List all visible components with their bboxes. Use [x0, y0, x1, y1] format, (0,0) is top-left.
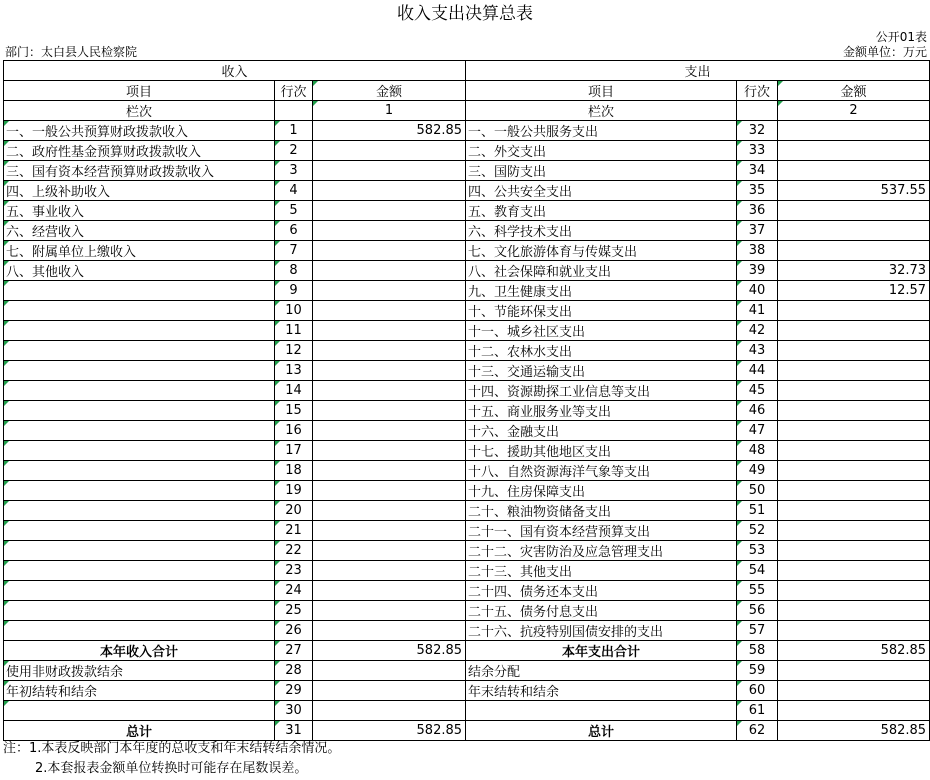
income-line-no: 19	[275, 481, 313, 501]
income-amount	[313, 181, 466, 201]
expense-item: 十八、自然资源海洋气象等支出	[466, 461, 737, 481]
income-amount	[313, 621, 466, 641]
expense-item: 五、教育支出	[466, 201, 737, 221]
expense-total-row-label: 总计	[466, 721, 737, 741]
table-row	[4, 381, 930, 401]
income-amount	[313, 581, 466, 601]
notes	[3, 739, 929, 779]
expense-line-no: 53	[737, 541, 778, 561]
expense-line-no: 40	[737, 281, 778, 301]
income-amount	[313, 541, 466, 561]
income-item	[4, 461, 275, 481]
income-item	[4, 401, 275, 421]
expense-item	[466, 701, 737, 721]
income-total-row-label: 总计	[4, 721, 275, 741]
income-amount	[313, 661, 466, 681]
income-subtotal-row-label: 本年收入合计	[4, 641, 275, 661]
expense-amount	[778, 301, 930, 321]
report-table	[3, 60, 930, 741]
report-title: 收入支出决算总表	[397, 4, 533, 24]
expense-line-no: 39	[737, 261, 778, 281]
income-item	[4, 481, 275, 501]
income-line-no: 23	[275, 561, 313, 581]
note-2: 2.本套报表金额单位转换时可能存在尾数误差。	[35, 761, 308, 776]
income-amount	[313, 261, 466, 281]
income-item	[4, 361, 275, 381]
note-1: 注：1.本表反映部门本年度的总收支和年末结转结余情况。	[3, 741, 341, 756]
expense-amount	[778, 421, 930, 441]
table-row	[4, 221, 930, 241]
income-line-no: 29	[275, 681, 313, 701]
income-amount	[313, 461, 466, 481]
expense-item: 十五、商业服务业等支出	[466, 401, 737, 421]
table-row	[4, 701, 930, 721]
table-row	[4, 181, 930, 201]
table-row	[4, 361, 930, 381]
income-line-no: 21	[275, 521, 313, 541]
expense-item: 四、公共安全支出	[466, 181, 737, 201]
income-item	[4, 321, 275, 341]
expense-line-no: 36	[737, 201, 778, 221]
expense-line-no: 54	[737, 561, 778, 581]
table-row	[4, 341, 930, 361]
income-item	[4, 421, 275, 441]
expense-line-no: 41	[737, 301, 778, 321]
income-item	[4, 501, 275, 521]
expense-amount	[778, 121, 930, 141]
expense-line-no: 59	[737, 661, 778, 681]
income-item-header: 项目	[4, 81, 275, 101]
expense-line-no: 55	[737, 581, 778, 601]
expense-item: 二十一、国有资本经营预算支出	[466, 521, 737, 541]
income-item: 四、上级补助收入	[4, 181, 275, 201]
expense-item: 二十二、灾害防治及应急管理支出	[466, 541, 737, 561]
income-line-no: 4	[275, 181, 313, 201]
column-header-row	[4, 81, 930, 101]
expense-amount	[778, 481, 930, 501]
expense-line-no: 47	[737, 421, 778, 441]
income-amount	[313, 481, 466, 501]
expense-item: 二十四、债务还本支出	[466, 581, 737, 601]
income-line-no: 15	[275, 401, 313, 421]
expense-line-no: 37	[737, 221, 778, 241]
table-row	[4, 601, 930, 621]
table-row	[4, 541, 930, 561]
expense-line-no: 50	[737, 481, 778, 501]
table-row	[4, 461, 930, 481]
income-item: 六、经营收入	[4, 221, 275, 241]
expense-line-no: 52	[737, 521, 778, 541]
expense-item: 三、国防支出	[466, 161, 737, 181]
income-line-no: 8	[275, 261, 313, 281]
expense-amount	[778, 581, 930, 601]
income-line-no: 20	[275, 501, 313, 521]
expense-total-row-amount: 582.85	[778, 721, 930, 741]
expense-line-no: 32	[737, 121, 778, 141]
expense-amount	[778, 201, 930, 221]
income-line-no: 6	[275, 221, 313, 241]
income-line-no: 11	[275, 321, 313, 341]
income-amount	[313, 521, 466, 541]
expense-line-no: 45	[737, 381, 778, 401]
income-amount	[313, 201, 466, 221]
income-total-row-line: 31	[275, 721, 313, 741]
table-row	[4, 501, 930, 521]
expense-line-no: 33	[737, 141, 778, 161]
income-line-no: 30	[275, 701, 313, 721]
income-amount	[313, 221, 466, 241]
income-line-no: 28	[275, 661, 313, 681]
income-amount	[313, 301, 466, 321]
expense-item: 年末结转和结余	[466, 681, 737, 701]
table-row	[4, 621, 930, 641]
income-line-no: 18	[275, 461, 313, 481]
expense-amount	[778, 221, 930, 241]
expense-subtotal-row-line: 58	[737, 641, 778, 661]
income-amount	[313, 421, 466, 441]
income-column-no: 1	[313, 101, 466, 121]
expense-item: 六、科学技术支出	[466, 221, 737, 241]
income-amount	[313, 161, 466, 181]
expense-item: 七、文化旅游体育与传媒支出	[466, 241, 737, 261]
income-line-no: 10	[275, 301, 313, 321]
income-line-no: 3	[275, 161, 313, 181]
expense-item: 二十五、债务付息支出	[466, 601, 737, 621]
expense-line-no: 38	[737, 241, 778, 261]
unit-label: 金额单位：万元	[842, 45, 927, 59]
income-item	[4, 701, 275, 721]
expense-line-no: 57	[737, 621, 778, 641]
total-row	[4, 721, 930, 741]
income-subtotal-row-line: 27	[275, 641, 313, 661]
expense-line-no: 46	[737, 401, 778, 421]
expense-item: 九、卫生健康支出	[466, 281, 737, 301]
income-amount-header: 金额	[313, 81, 466, 101]
income-amount	[313, 601, 466, 621]
income-amount	[313, 341, 466, 361]
expense-amount	[778, 541, 930, 561]
expense-amount-header: 金额	[778, 81, 930, 101]
income-item: 三、国有资本经营预算财政拨款收入	[4, 161, 275, 181]
expense-amount	[778, 461, 930, 481]
table-row	[4, 561, 930, 581]
expense-line-no: 48	[737, 441, 778, 461]
expense-subtotal-row-label: 本年支出合计	[466, 641, 737, 661]
expense-amount	[778, 621, 930, 641]
expense-line-no: 35	[737, 181, 778, 201]
income-total-row-amount: 582.85	[313, 721, 466, 741]
table-row	[4, 681, 930, 701]
income-amount	[313, 681, 466, 701]
income-item	[4, 381, 275, 401]
expense-column-no: 2	[778, 101, 930, 121]
income-item	[4, 521, 275, 541]
table-row	[4, 441, 930, 461]
income-amount	[313, 361, 466, 381]
income-amount	[313, 401, 466, 421]
expense-total-row-line: 62	[737, 721, 778, 741]
expense-amount	[778, 341, 930, 361]
expense-item: 十二、农林水支出	[466, 341, 737, 361]
income-item	[4, 541, 275, 561]
expense-amount	[778, 321, 930, 341]
expense-line-no: 43	[737, 341, 778, 361]
income-item: 二、政府性基金预算财政拨款收入	[4, 141, 275, 161]
expense-amount	[778, 441, 930, 461]
table-row	[4, 521, 930, 541]
expense-amount: 32.73	[778, 261, 930, 281]
expense-amount	[778, 381, 930, 401]
income-item	[4, 601, 275, 621]
expense-line-no: 60	[737, 681, 778, 701]
income-line-no: 12	[275, 341, 313, 361]
income-column-no-line	[275, 101, 313, 121]
expense-line-no: 51	[737, 501, 778, 521]
income-amount	[313, 561, 466, 581]
table-row	[4, 201, 930, 221]
subtotal-row	[4, 641, 930, 661]
expense-item: 一、一般公共服务支出	[466, 121, 737, 141]
income-amount	[313, 441, 466, 461]
income-line-no: 24	[275, 581, 313, 601]
expense-amount	[778, 161, 930, 181]
expense-subtotal-row-amount: 582.85	[778, 641, 930, 661]
income-item: 八、其他收入	[4, 261, 275, 281]
expense-item: 十一、城乡社区支出	[466, 321, 737, 341]
expense-section-header: 支出	[466, 61, 930, 81]
expense-item: 十九、住房保障支出	[466, 481, 737, 501]
income-item	[4, 281, 275, 301]
table-row	[4, 421, 930, 441]
income-item: 五、事业收入	[4, 201, 275, 221]
table-row	[4, 241, 930, 261]
income-item: 使用非财政拨款结余	[4, 661, 275, 681]
table-row	[4, 321, 930, 341]
income-line-no: 1	[275, 121, 313, 141]
income-item	[4, 561, 275, 581]
table-row	[4, 581, 930, 601]
table-row	[4, 141, 930, 161]
column-number-row	[4, 101, 930, 121]
income-amount: 582.85	[313, 121, 466, 141]
income-line-no: 16	[275, 421, 313, 441]
income-item	[4, 341, 275, 361]
expense-amount	[778, 681, 930, 701]
form-code: 公开01表	[875, 30, 927, 44]
expense-item: 十六、金融支出	[466, 421, 737, 441]
income-amount	[313, 701, 466, 721]
expense-line-no: 49	[737, 461, 778, 481]
income-amount	[313, 321, 466, 341]
table-row	[4, 261, 930, 281]
expense-amount	[778, 401, 930, 421]
expense-amount	[778, 701, 930, 721]
income-line-no: 17	[275, 441, 313, 461]
expense-item: 十三、交通运输支出	[466, 361, 737, 381]
table-row	[4, 281, 930, 301]
income-line-no: 5	[275, 201, 313, 221]
income-subtotal-row-amount: 582.85	[313, 641, 466, 661]
table-row	[4, 121, 930, 141]
expense-column-no-label: 栏次	[466, 101, 737, 121]
expense-amount	[778, 561, 930, 581]
expense-amount	[778, 661, 930, 681]
income-amount	[313, 281, 466, 301]
expense-item: 十四、资源勘探工业信息等支出	[466, 381, 737, 401]
expense-amount	[778, 241, 930, 261]
income-amount	[313, 141, 466, 161]
expense-line-header: 行次	[737, 81, 778, 101]
income-item: 七、附属单位上缴收入	[4, 241, 275, 261]
income-column-no-label: 栏次	[4, 101, 275, 121]
income-section-header: 收入	[4, 61, 466, 81]
expense-amount	[778, 141, 930, 161]
income-item	[4, 301, 275, 321]
expense-item: 十七、援助其他地区支出	[466, 441, 737, 461]
income-amount	[313, 501, 466, 521]
expense-item: 结余分配	[466, 661, 737, 681]
income-line-no: 2	[275, 141, 313, 161]
expense-item: 八、社会保障和就业支出	[466, 261, 737, 281]
income-item	[4, 441, 275, 461]
income-line-no: 14	[275, 381, 313, 401]
income-amount	[313, 381, 466, 401]
expense-item: 二、外交支出	[466, 141, 737, 161]
income-line-no: 13	[275, 361, 313, 381]
department-label: 部门：太白县人民检察院	[5, 45, 138, 59]
income-amount	[313, 241, 466, 261]
income-line-no: 25	[275, 601, 313, 621]
income-line-no: 9	[275, 281, 313, 301]
income-item: 一、一般公共预算财政拨款收入	[4, 121, 275, 141]
table-row	[4, 481, 930, 501]
table-row	[4, 301, 930, 321]
expense-line-no: 34	[737, 161, 778, 181]
expense-line-no: 42	[737, 321, 778, 341]
expense-item: 二十三、其他支出	[466, 561, 737, 581]
income-item	[4, 621, 275, 641]
expense-line-no: 56	[737, 601, 778, 621]
income-line-no: 26	[275, 621, 313, 641]
expense-amount: 537.55	[778, 181, 930, 201]
expense-amount: 12.57	[778, 281, 930, 301]
expense-amount	[778, 601, 930, 621]
expense-amount	[778, 501, 930, 521]
income-item: 年初结转和结余	[4, 681, 275, 701]
expense-amount	[778, 361, 930, 381]
expense-item: 二十、粮油物资储备支出	[466, 501, 737, 521]
expense-line-no: 61	[737, 701, 778, 721]
expense-item: 十、节能环保支出	[466, 301, 737, 321]
income-item	[4, 581, 275, 601]
expense-amount	[778, 521, 930, 541]
expense-item: 二十六、抗疫特别国债安排的支出	[466, 621, 737, 641]
expense-item-header: 项目	[466, 81, 737, 101]
table-row	[4, 401, 930, 421]
income-line-header: 行次	[275, 81, 313, 101]
income-line-no: 7	[275, 241, 313, 261]
expense-column-no-line	[737, 101, 778, 121]
table-row	[4, 161, 930, 181]
table-row	[4, 661, 930, 681]
income-line-no: 22	[275, 541, 313, 561]
section-header-row	[4, 61, 930, 81]
expense-line-no: 44	[737, 361, 778, 381]
